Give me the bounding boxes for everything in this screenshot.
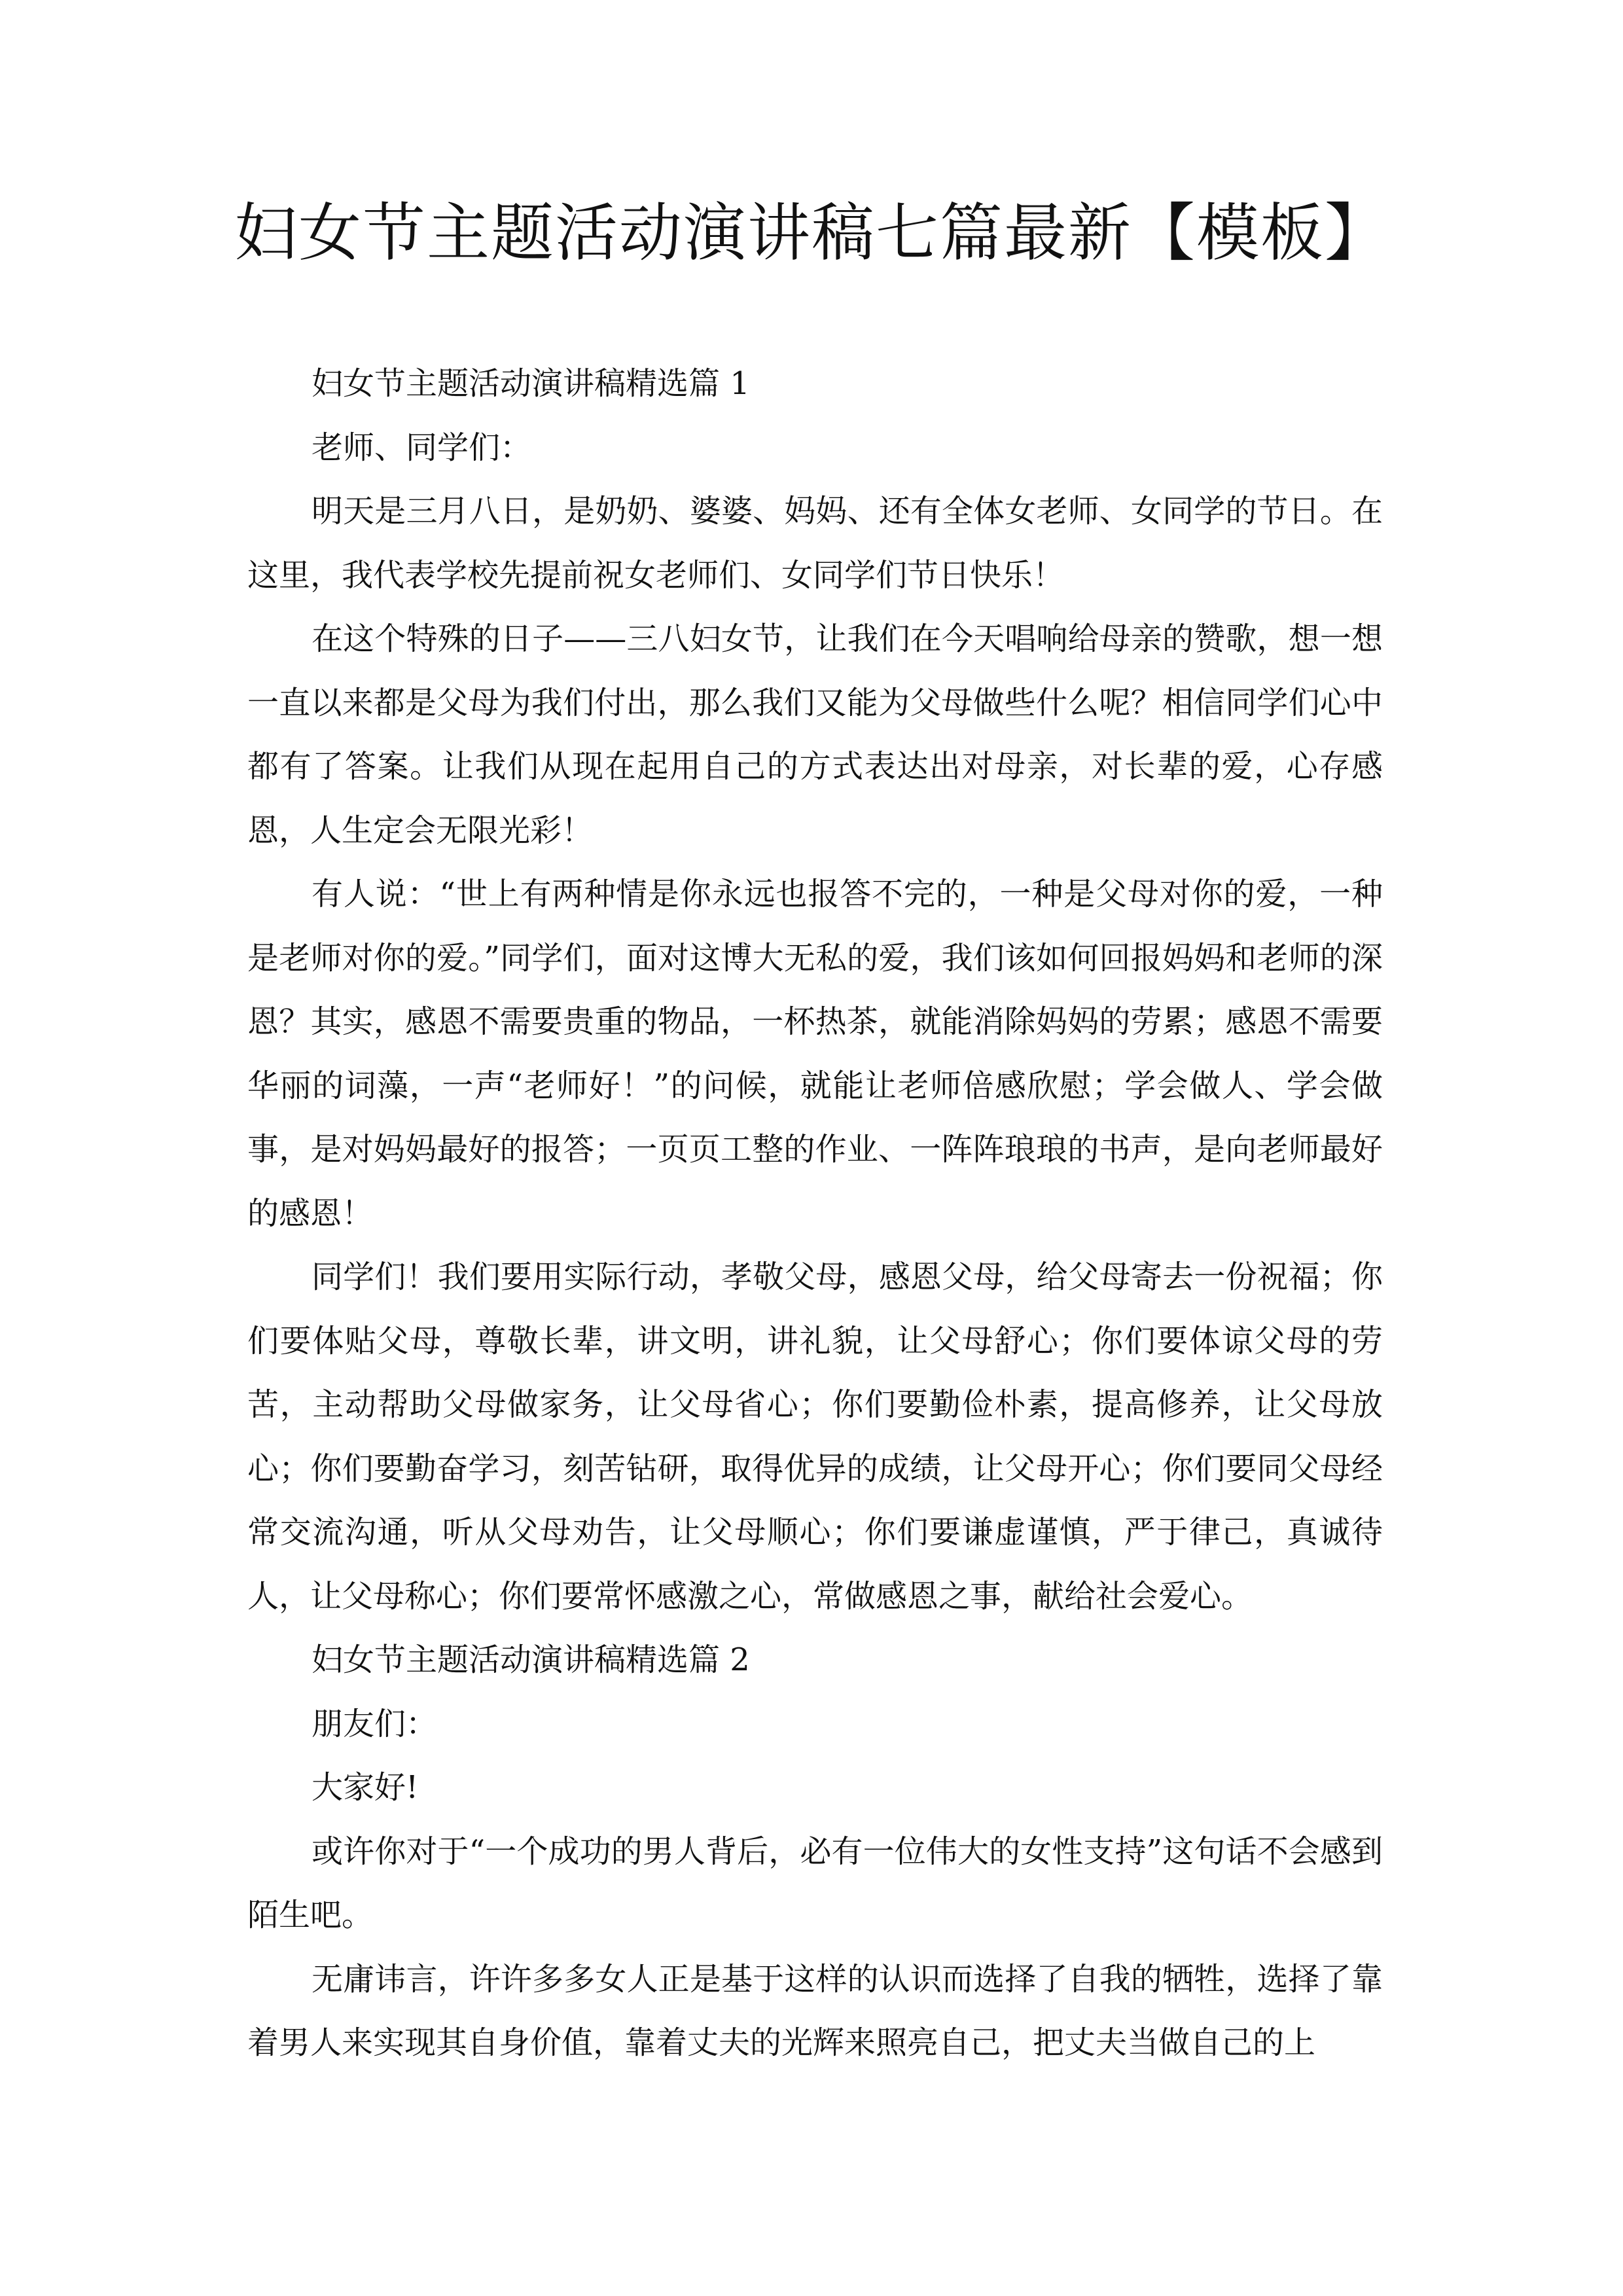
body-paragraph: 有人说：“世上有两种情是你永远也报答不完的，一种是父母对你的爱，一种是老师对你的爱。”同学们，面对这博大无私的爱，我们该如何回报妈妈和老师的深恩？其实，感恩不需要贵重的物品，一杯热茶，就能消除妈妈的劳累；感恩不需要华丽的词藻，一声“老师好！”的问候，就能让老师倍感欣慰；学会做人、学会做事，是对妈妈最好的报答；一页页工整的作业、一阵阵琅琅的书声，是向老师最好的感恩！ (247, 876, 1383, 1232)
body-paragraph: 同学们！我们要用实际行动，孝敬父母，感恩父母，给父母寄去一份祝福；你们要体贴父母，尊敬长辈，讲文明，讲礼貌，让父母舒心；你们要体谅父母的劳苦，主动帮助父母做家务，让父母省心；你们要勤俭朴素，提高修养，让父母放心；你们要勤奋学习，刻苦钻研，取得优异的成绩，让父母开心；你们要同父母经常交流沟通，听从父母劝告，让父母顺心；你们要谦虚谨慎，严于律己，真诚待人，让父母称心；你们要常怀感激之心，常做感恩之事，献给社会爱心。 (247, 1259, 1383, 1615)
body-paragraph: 无庸讳言，许许多多女人正是基于这样的认识而选择了自我的牺牲，选择了靠着男人来实现其自身价值，靠着丈夫的光辉来照亮自己，把丈夫当做自己的上 (247, 1960, 1383, 2061)
greeting-paragraph: 大家好! (312, 1769, 419, 1806)
body-paragraph: 或许你对于“一个成功的男人背后，必有一位伟大的女性支持”这句话不会感到陌生吧。 (247, 1833, 1383, 1933)
document-body (247, 352, 1383, 2075)
salutation-paragraph: 老师、同学们： (312, 429, 532, 466)
section-heading-2: 妇女节主题活动演讲稿精选篇 2 (312, 1641, 750, 1678)
document-title: 妇女节主题活动演讲稿七篇最新【模板】 (234, 196, 1389, 270)
salutation-paragraph: 朋友们： (312, 1705, 438, 1742)
body-paragraph: 在这个特殊的日子——三八妇女节，让我们在今天唱响给母亲的赞歌，想一想一直以来都是父母为我们付出，那么我们又能为父母做些什么呢？相信同学们心中都有了答案。让我们从现在起用自己的方式表达出对母亲，对长辈的爱，心存感恩，人生定会无限光彩！ (247, 620, 1383, 849)
section-heading-1: 妇女节主题活动演讲稿精选篇 1 (312, 365, 750, 402)
body-paragraph: 明天是三月八日，是奶奶、婆婆、妈妈、还有全体女老师、女同学的节日。在这里，我代表学校先提前祝女老师们、女同学们节日快乐！ (247, 493, 1383, 594)
